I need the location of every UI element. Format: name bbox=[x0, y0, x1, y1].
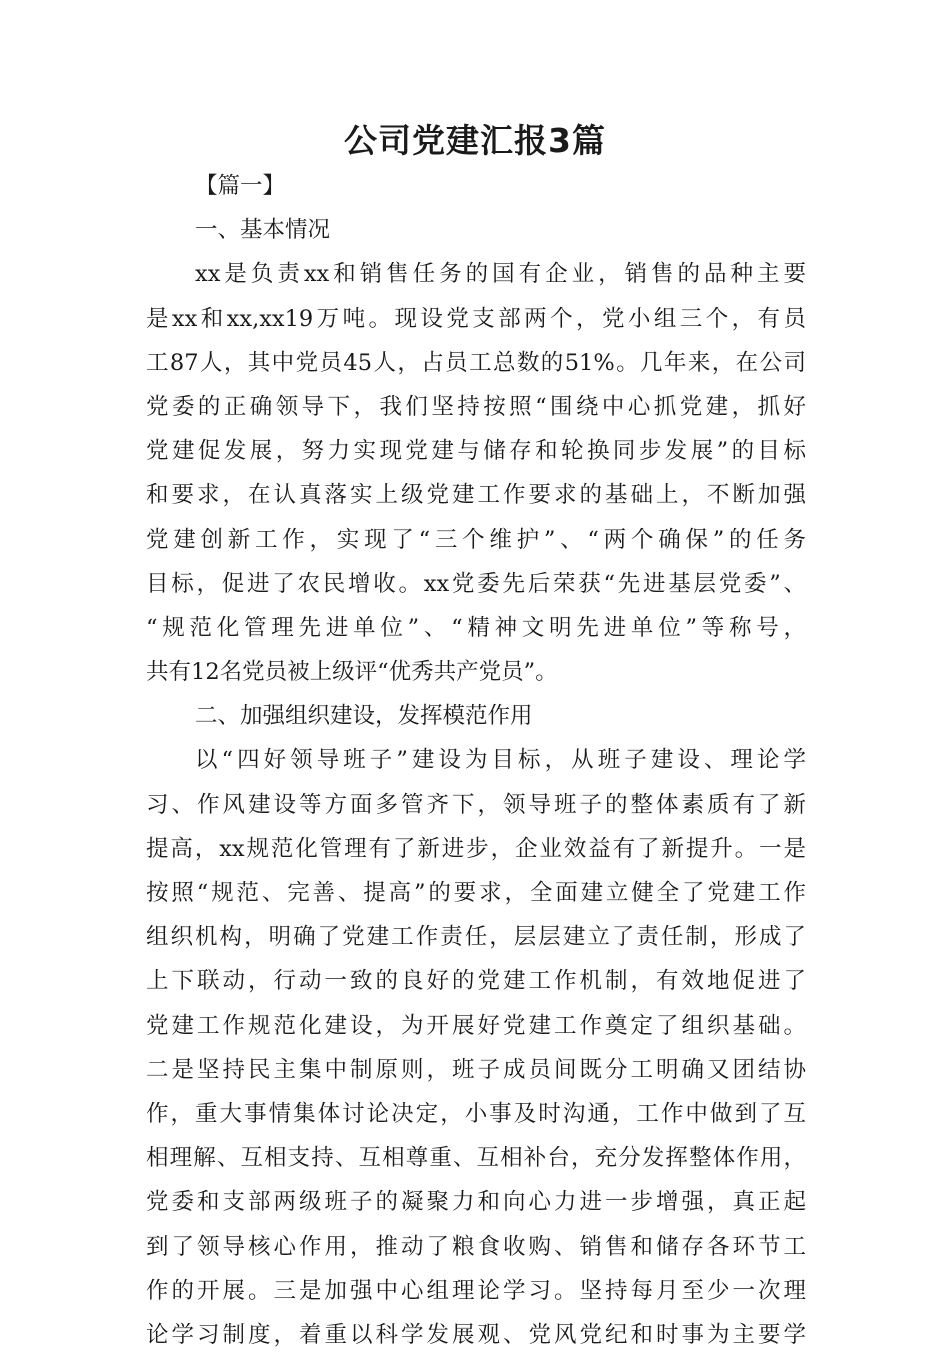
paragraph-line: 习、作风建设等方面多管齐下，领导班子的整体素质有了新 bbox=[146, 791, 806, 818]
paragraph-line: 是xx和xx,xx19万吨。现设党支部两个，党小组三个，有员 bbox=[146, 305, 806, 332]
paragraph-line: 工87人，其中党员45人，占员工总数的51%。几年来，在公司 bbox=[146, 349, 806, 376]
document-title: 公司党建汇报3篇 bbox=[344, 121, 606, 160]
paragraph-line: “规范化管理先进单位”、“精神文明先进单位”等称号， bbox=[146, 614, 806, 641]
paragraph-line: 组织机构，明确了党建工作责任，层层建立了责任制，形成了 bbox=[146, 924, 806, 951]
paragraph-line: 相理解、互相支持、互相尊重、互相补台，充分发挥整体作用， bbox=[146, 1145, 806, 1172]
paragraph-line: 共有12名党员被上级评“优秀共产党员”。 bbox=[146, 659, 558, 686]
paragraph-line: 提高，xx规范化管理有了新进步，企业效益有了新提升。一是 bbox=[146, 835, 806, 862]
document-body bbox=[146, 164, 806, 1357]
paragraph-line: 和要求，在认真落实上级党建工作要求的基础上，不断加强 bbox=[146, 482, 806, 509]
paragraph-line: 上下联动，行动一致的良好的党建工作机制，有效地促进了 bbox=[146, 968, 806, 995]
section-marker: 【篇一】 bbox=[195, 173, 286, 199]
paragraph-line: 党建创新工作，实现了“三个维护”、“两个确保”的任务 bbox=[146, 526, 806, 553]
paragraph-line: 论学习制度，着重以科学发展观、党风党纪和时事为主要学 bbox=[146, 1321, 806, 1348]
paragraph-line: 党建工作规范化建设，为开展好党建工作奠定了组织基础。 bbox=[146, 1012, 806, 1039]
paragraph-line: 党委的正确领导下，我们坚持按照“围绕中心抓党建，抓好 bbox=[146, 393, 806, 420]
paragraph-line: 按照“规范、完善、提高”的要求，全面建立健全了党建工作 bbox=[146, 880, 806, 906]
section-heading: 一、基本情况 bbox=[195, 217, 331, 244]
paragraph-line: 党建促发展，努力实现党建与储存和轮换同步发展”的目标 bbox=[146, 438, 806, 465]
paragraph-line: 以“四好领导班子”建设为目标，从班子建设、理论学 bbox=[195, 747, 806, 774]
section-heading: 二、加强组织建设，发挥模范作用 bbox=[195, 703, 533, 730]
paragraph-line: 作的开展。三是加强中心组理论学习。坚持每月至少一次理 bbox=[146, 1277, 806, 1304]
paragraph-line: 党委和支部两级班子的凝聚力和向心力进一步增强，真正起 bbox=[146, 1189, 806, 1216]
paragraph-line: 到了领导核心作用，推动了粮食收购、销售和储存各环节工 bbox=[146, 1233, 806, 1260]
paragraph-line: 二是坚持民主集中制原则，班子成员间既分工明确又团结协 bbox=[146, 1056, 806, 1083]
paragraph-line: xx是负责xx和销售任务的国有企业，销售的品种主要 bbox=[195, 261, 806, 288]
paragraph-line: 目标，促进了农民增收。xx党委先后荣获“先进基层党委”、 bbox=[146, 570, 806, 597]
paragraph-line: 作，重大事情集体讨论决定，小事及时沟通，工作中做到了互 bbox=[146, 1100, 806, 1127]
